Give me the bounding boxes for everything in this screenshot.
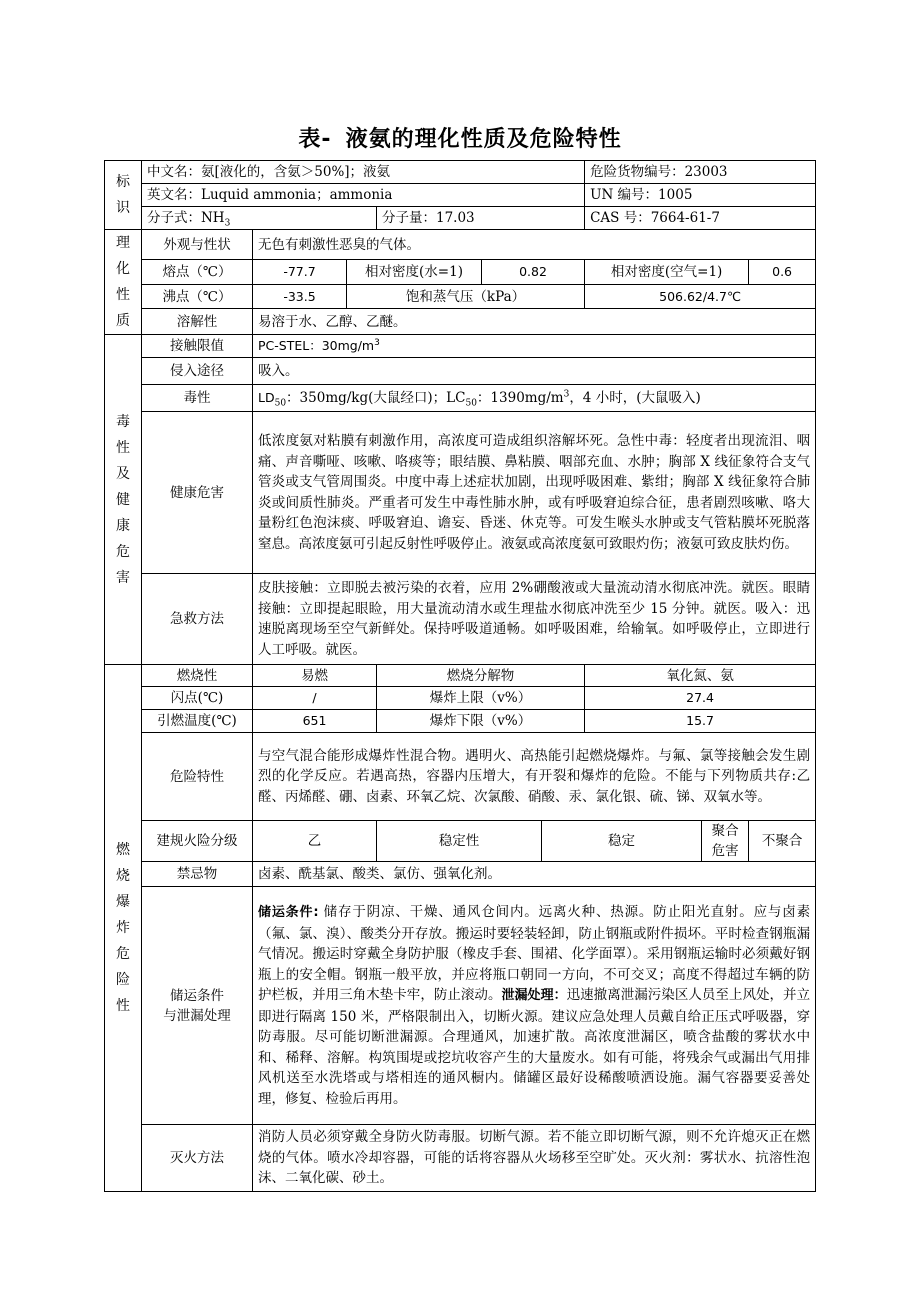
page-title	[0, 122, 920, 153]
molecular-weight: 分子量：17.03	[377, 207, 585, 230]
density-air-value: 0.6	[749, 260, 816, 285]
exposure-value: PC-STEL：$30mg/m^3$	[253, 335, 816, 358]
table-row	[105, 284, 816, 309]
table-row	[105, 821, 816, 862]
title-prefix: 表-	[298, 127, 332, 152]
flash-value: /	[253, 687, 377, 710]
polymer-label: 聚合危害	[702, 821, 749, 862]
storage-label: 储运条件 与泄漏处理	[142, 887, 253, 1125]
table-row	[105, 1125, 816, 1192]
table-row	[105, 184, 816, 207]
health-label: 健康危害	[142, 412, 253, 574]
section-toxicity: 毒 性 及 健 康 危 害	[105, 335, 142, 665]
lower-value: 15.7	[585, 710, 816, 733]
exposure-label: 接触限值	[142, 335, 253, 358]
flash-label: 闪点(℃)	[142, 687, 253, 710]
table-row	[105, 309, 816, 335]
density-water-label: 相对密度(水=1)	[347, 260, 482, 285]
table-row	[105, 862, 816, 887]
melting-label: 熔点（℃）	[142, 260, 253, 285]
class-label: 建规火险分级	[142, 821, 253, 862]
table-row	[105, 335, 816, 358]
section-identity: 标识	[105, 161, 142, 230]
firstaid-label: 急救方法	[142, 574, 253, 665]
forbidden-label: 禁忌物	[142, 862, 253, 887]
section-physchem: 理 化 性 质	[105, 230, 142, 335]
table-row	[105, 665, 816, 687]
solubility-value: 易溶于水、乙醇、乙醚。	[253, 309, 816, 335]
table-row	[105, 710, 816, 733]
un-number: UN 编号：1005	[585, 184, 816, 207]
table-row	[105, 887, 816, 1125]
upper-value: 27.4	[585, 687, 816, 710]
products-label: 燃烧分解物	[377, 665, 585, 687]
table-row	[105, 385, 816, 412]
combust-value: 易燃	[253, 665, 377, 687]
title-text: 液氨的理化性质及危险特性	[345, 127, 622, 152]
polymer-value: 不聚合	[749, 821, 816, 862]
boiling-value: -33.5	[253, 284, 347, 309]
tox-value: $LD_{50}$：350mg/kg(大鼠经口)；$LC_{50}$：$1390mg/m^3$，4 小时，(大鼠吸入)	[253, 385, 816, 412]
table-row	[105, 412, 816, 574]
table-row	[105, 574, 816, 665]
table-row	[105, 687, 816, 710]
danger-text: 与空气混合能形成爆炸性混合物。遇明火、高热能引起燃烧爆炸。与氟、氯等接触会发生剧烈的化学反应。若遇高热，容器内压增大，有开裂和爆炸的危险。不能与下列物质共存:乙醛、丙烯醛、硼、卤素、环氧乙烷、次氯酸、硝酸、汞、氯化银、硫、锑、双氧水等。	[253, 733, 816, 821]
combust-label: 燃烧性	[142, 665, 253, 687]
route-label: 侵入途径	[142, 358, 253, 385]
table-row	[105, 207, 816, 230]
hazard-number: 危险货物编号：23003	[585, 161, 816, 184]
health-text: 低浓度氨对粘膜有刺激作用，高浓度可造成组织溶解坏死。急性中毒：轻度者出现流泪、咽痛、声音嘶哑、咳嗽、咯痰等；眼结膜、鼻粘膜、咽部充血、水肿；胸部 X 线征象符合支气管炎或支气管周围炎。中度中毒上述症状加剧，出现呼吸困难、紫绀；胸部 X 线征象符合肺炎或间质性肺炎。严重者可发生中毒性肺水肿，或有呼吸窘迫综合征，患者剧烈咳嗽、咯大量粉红色泡沫痰、呼吸窘迫、谵妄、昏迷、休克等。可发生喉头水肿或支气管粘膜坏死脱落窒息。高浓度氨可引起反射性呼吸停止。液氨或高浓度氨可致眼灼伤；液氨可致皮肤灼伤。	[253, 412, 816, 574]
vapor-label: 饱和蒸气压（kPa）	[347, 284, 585, 309]
table-row	[105, 161, 816, 184]
ignition-value: 651	[253, 710, 377, 733]
danger-label: 危险特性	[142, 733, 253, 821]
firstaid-text: 皮肤接触：立即脱去被污染的衣着，应用 2%硼酸液或大量流动清水彻底冲洗。就医。眼睛接触：立即提起眼睑，用大量流动清水或生理盐水彻底冲洗至少 15 分钟。就医。吸入：迅速脱离现场至空气新鲜处。保持呼吸道通畅。如呼吸困难，给输氧。如呼吸停止，立即进行人工呼吸。就医。	[253, 574, 816, 665]
cas-number: CAS 号：7664-61-7	[585, 207, 816, 230]
section-fire: 燃 烧 爆 炸 危 险 性	[105, 665, 142, 1192]
storage-text: 储运条件: 储存于阴凉、干燥、通风仓间内。远离火种、热源。防止阳光直射。应与卤素（氟、氯、溴）、酸类分开存放。搬运时要轻装轻卸，防止钢瓶或附件损坏。平时检查钢瓶漏气情况。搬运时穿戴全身防护服（橡皮手套、围裙、化学面罩）。采用钢瓶运输时必须戴好钢瓶上的安全帽。钢瓶一般平放，并应将瓶口朝同一方向，不可交叉；高度不得超过车辆的防护栏板，并用三角木垫卡牢，防止滚动。泄漏处理：迅速撤离泄漏污染区人员至上风处，并立即进行隔离 150 米，严格限制出入，切断火源。建议应急处理人员戴自给正压式呼吸器，穿防毒服。尽可能切断泄漏源。合理通风，加速扩散。高浓度泄漏区，喷含盐酸的雾状水中和、稀释、溶解。构筑围堤或挖坑收容产生的大量废水。如有可能，将残余气或漏出气用排风机送至水洗塔或与塔相连的通风橱内。储罐区最好设稀酸喷洒设施。漏气容器要妥善处理，修复、检验后再用。	[253, 887, 816, 1125]
route-value: 吸入。	[253, 358, 816, 385]
upper-label: 爆炸上限（v%）	[377, 687, 585, 710]
stability-label: 稳定性	[377, 821, 542, 862]
table-row	[105, 230, 816, 260]
tox-label: 毒性	[142, 385, 253, 412]
forbidden-value: 卤素、酰基氯、酸类、氯仿、强氧化剂。	[253, 862, 816, 887]
extinguish-text: 消防人员必须穿戴全身防火防毒服。切断气源。若不能立即切断气源，则不允许熄灭正在燃烧的气体。喷水冷却容器，可能的话将容器从火场移至空旷处。灭火剂：雾状水、抗溶性泡沫、二氧化碳、砂土。	[253, 1125, 816, 1192]
table-row	[105, 260, 816, 285]
boiling-label: 沸点（℃）	[142, 284, 253, 309]
molecular-formula: 分子式：$NH_3$	[142, 207, 377, 230]
products-value: 氧化氮、氨	[585, 665, 816, 687]
table-row	[105, 733, 816, 821]
melting-value: -77.7	[253, 260, 347, 285]
density-air-label: 相对密度(空气=1)	[585, 260, 749, 285]
appearance-value: 无色有刺激性恶臭的气体。	[253, 230, 816, 260]
appearance-label: 外观与性状	[142, 230, 253, 260]
ignition-label: 引燃温度(℃)	[142, 710, 253, 733]
density-water-value: 0.82	[482, 260, 585, 285]
stability-value: 稳定	[542, 821, 702, 862]
extinguish-label: 灭火方法	[142, 1125, 253, 1192]
solubility-label: 溶解性	[142, 309, 253, 335]
class-value: 乙	[253, 821, 377, 862]
en-name: 英文名：Luquid ammonia；ammonia	[142, 184, 585, 207]
cn-name: 中文名：氨[液化的，含氨＞50%]；液氨	[142, 161, 585, 184]
table-row	[105, 358, 816, 385]
vapor-value: 506.62/4.7℃	[585, 284, 816, 309]
ammonia-properties-table	[104, 160, 816, 1192]
lower-label: 爆炸下限（v%）	[377, 710, 585, 733]
